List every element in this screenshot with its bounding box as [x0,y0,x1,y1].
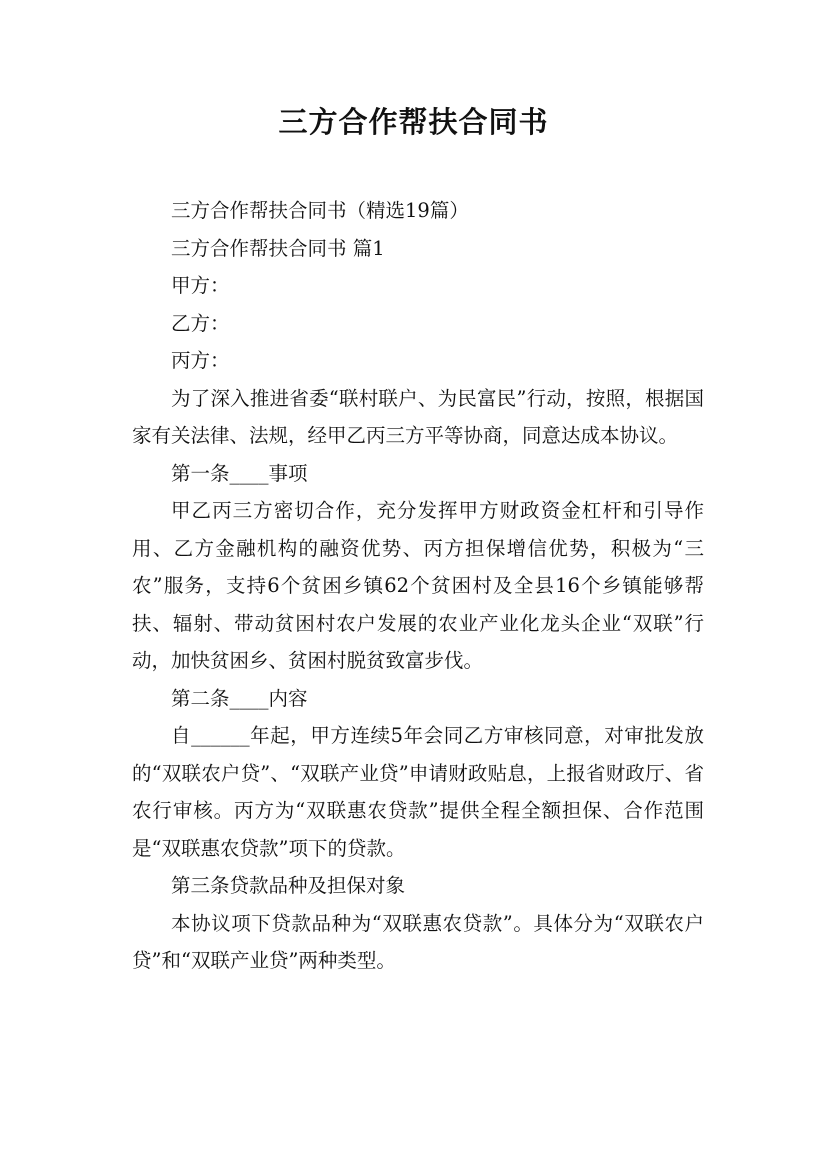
subtitle-line: 三方合作帮扶合同书（精选19篇） [171,199,469,222]
article-1-heading: 第一条____事项 [171,461,308,485]
article-3-paragraph: 本协议项下贷款品种为“双联惠农贷款”。具体分为“双联农户贷”和“双联产业贷”两种类型。 [132,911,704,972]
party-c-label: 丙方： [171,349,230,372]
article-3-heading: 第三条贷款品种及担保对象 [171,874,406,897]
document-body [132,192,704,980]
party-b-label: 乙方： [171,311,230,335]
chapter-heading: 三方合作帮扶合同书 篇1 [171,236,385,260]
intro-paragraph: 为了深入推进省委“联村联户、为民富民”行动，按照，根据国家有关法律、法规，经甲乙丙三方平等协商，同意达成本协议。 [132,386,704,447]
party-a-label: 甲方： [171,274,230,297]
article-2-heading: 第二条____内容 [171,686,308,710]
article-2-paragraph: 自______年起，甲方连续5年会同乙方审核同意，对审批发放的“双联农户贷”、“双联产业贷”申请财政贴息，上报省财政厅、省农行审核。丙方为“双联惠农贷款”提供全程全额担保、合作范围是“双联惠农贷款”项下的贷款。 [132,724,704,860]
article-1-paragraph: 甲乙丙三方密切合作，充分发挥甲方财政资金杠杆和引导作用、乙方金融机构的融资优势、丙方担保增信优势，积极为“三农”服务，支持6个贫困乡镇62个贫困村及全县16个乡镇能够帮扶、辐射、带动贫困村农户发展的农业产业化龙头企业“双联”行动，加快贫困乡、贫困村脱贫致富步伐。 [132,499,704,672]
document-title: 三方合作帮扶合同书 [278,105,549,139]
